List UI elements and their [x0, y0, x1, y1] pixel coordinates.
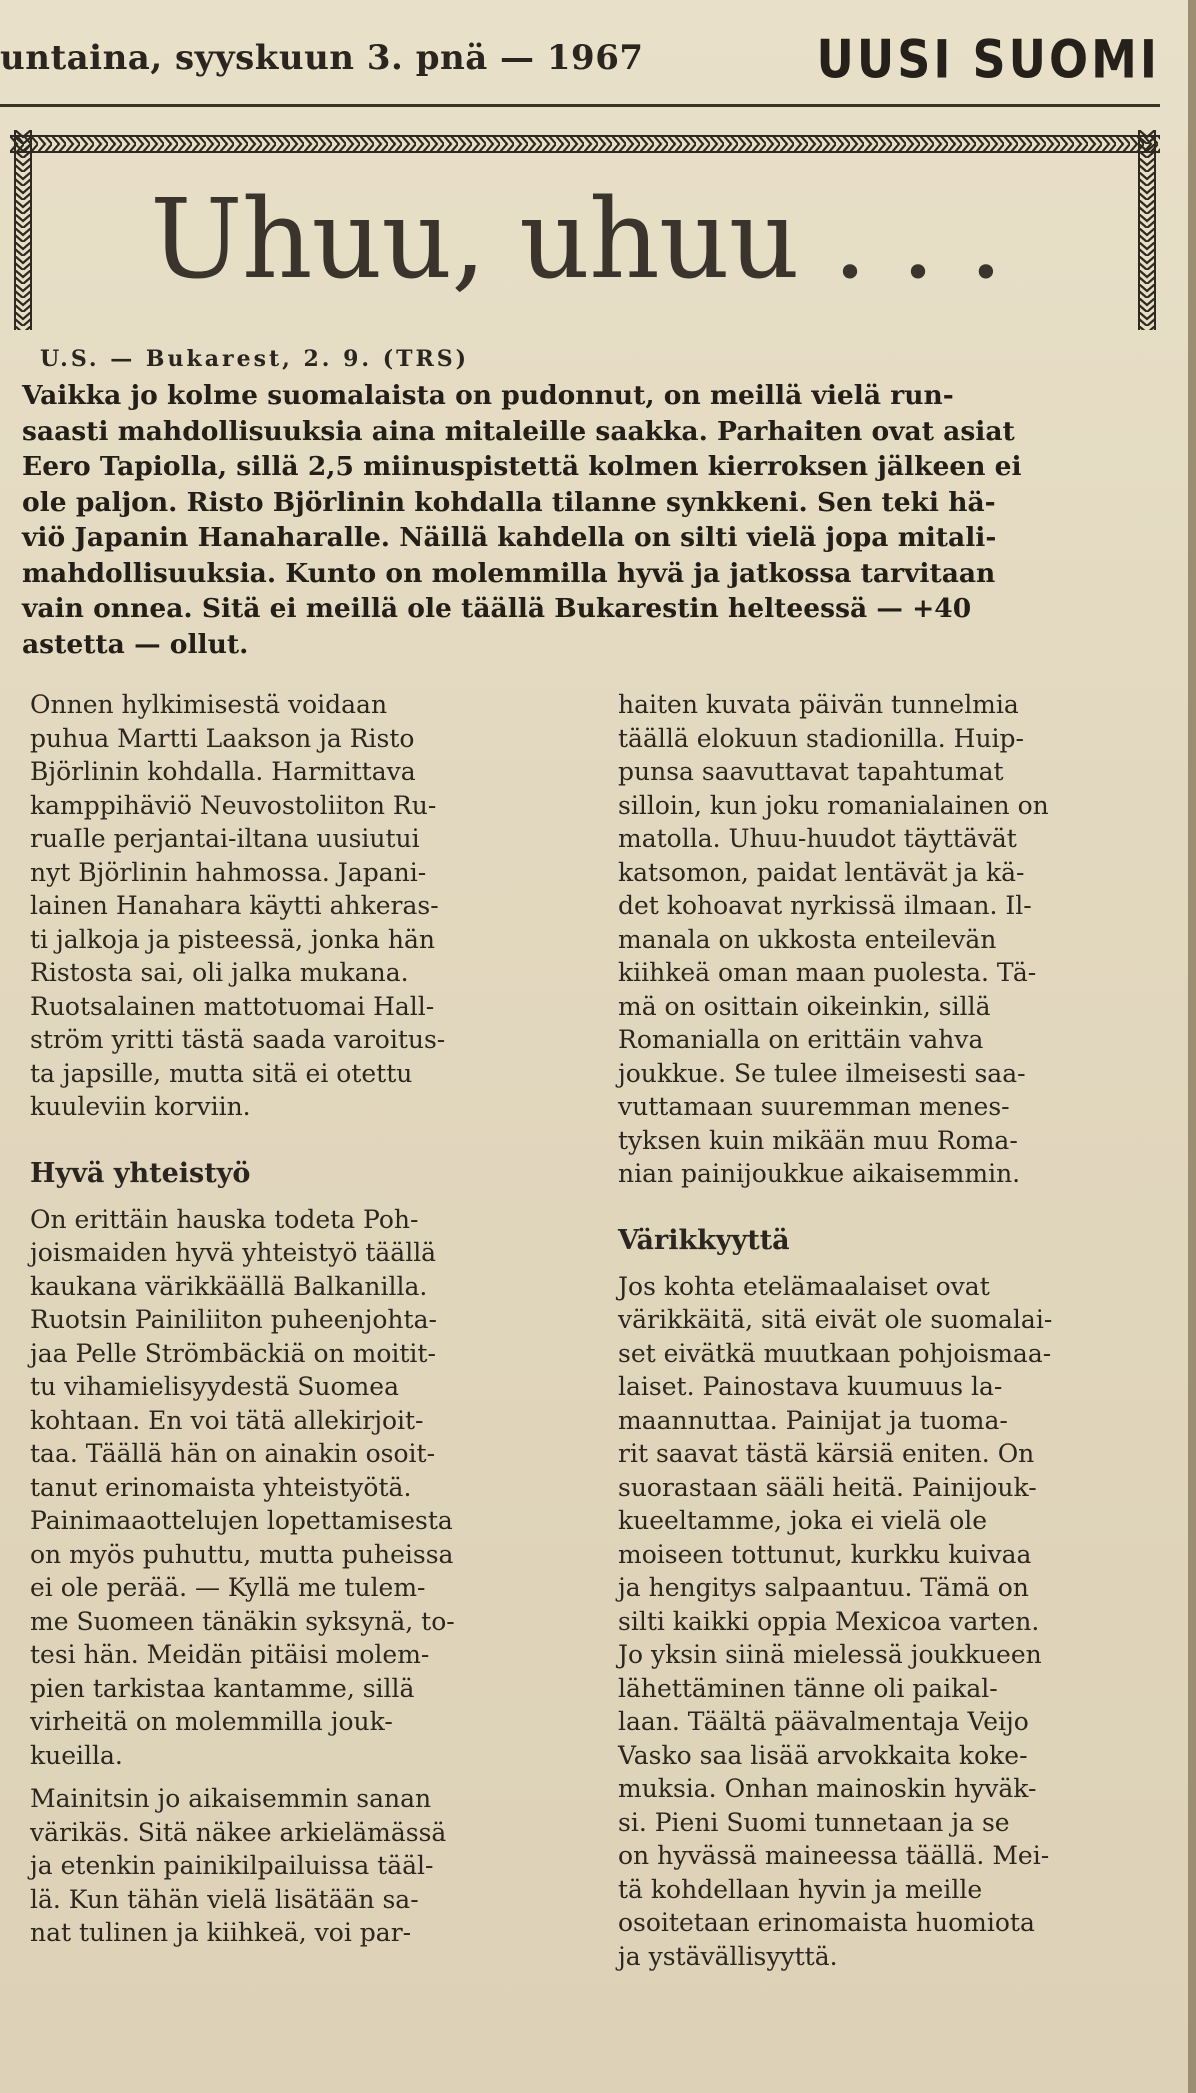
body-text-line: tyksen kuin mikään muu Roma- — [618, 1125, 1018, 1155]
spacer — [618, 1191, 1180, 1225]
subheading: Värikkyyttä — [618, 1224, 790, 1256]
body-text-line: täällä elokuun stadionilla. Huip- — [618, 723, 1025, 753]
body-text-line: taa. Täällä hän on ainakin osoit- — [30, 1439, 436, 1468]
body-text-line: ja hengitys salpaantuu. Tämä on — [618, 1573, 1029, 1602]
spacer — [30, 1189, 610, 1203]
clipping-edge — [1188, 0, 1196, 2093]
body-text-line: laan. Täältä päävalmentaja Veijo — [618, 1707, 1029, 1736]
body-text-line: puhua Martti Laakson ja Risto — [30, 723, 415, 753]
right-column — [618, 688, 1180, 1973]
dateline: untaina, syyskuun 3. pnä — 1967 — [0, 38, 644, 78]
body-text-line: kueilla. — [30, 1740, 123, 1770]
body-text-line: pien tarkistaa kantamme, sillä — [30, 1673, 415, 1703]
body-text-line: lainen Hanahara käytti ahkeras- — [30, 891, 439, 920]
body-text-line: Romanialla on erittäin vahva — [618, 1025, 984, 1054]
body-text-line: rit saavat tästä kärsiä eniten. On — [618, 1439, 1035, 1468]
lead-line: saasti mahdollisuuksia aina mitaleille saakka. Parhaiten ovat asiat — [22, 415, 1015, 447]
lead-line: viö Japanin Hanaharalle. Näillä kahdella on silti vielä jopa mitali- — [22, 522, 997, 553]
body-text-line: tanut erinomaista yhteistyötä. — [30, 1472, 412, 1502]
body-text-line: Onnen hylkimisestä voidaan — [30, 690, 388, 719]
body-text-line: Jos kohta etelämaalaiset ovat — [618, 1271, 990, 1301]
body-text-line: on myös puhuttu, mutta puheissa — [30, 1539, 454, 1569]
body-text-line: lä. Kun tähän vielä lisätään sa- — [30, 1884, 419, 1914]
body-text-line: Ruotsalainen mattotuomai Hall- — [30, 991, 435, 1021]
body-text-line: tesi hän. Meidän pitäisi molem- — [30, 1640, 430, 1669]
masthead-rule — [0, 104, 1160, 107]
body-text-line: ruaIle perjantai-iltana uusiutui — [30, 824, 420, 853]
body-text-line: maannuttaa. Painijat ja tuoma- — [618, 1405, 1008, 1435]
newspaper-name: UUSI SUOMI — [816, 28, 1160, 91]
body-text-line: si. Pieni Suomi tunnetaan ja se — [618, 1807, 1010, 1837]
body-text-line: mä on osittain oikeinkin, sillä — [618, 991, 991, 1021]
body-text-line: Björlinin kohdalla. Harmittava — [30, 757, 416, 786]
body-text-line: laiset. Painostava kuumuus la- — [618, 1372, 1003, 1401]
body-text-line: set eivätkä muutkaan pohjoismaa- — [618, 1338, 1052, 1368]
body-text-line: värikkäitä, sitä eivät ole suomalai- — [618, 1305, 1053, 1334]
body-text-line: punsa saavuttavat tapahtumat — [618, 757, 1004, 786]
body-text-line: Mainitsin jo aikaisemmin sanan — [30, 1784, 432, 1813]
byline: U.S. — Bukarest, 2. 9. (TRS) — [40, 346, 470, 372]
decorative-border-right — [1134, 130, 1160, 330]
body-text-line: muksia. Onhan mainoskin hyväk- — [618, 1774, 1037, 1803]
lead-line: vain onnea. Sitä ei meillä ole täällä Bukarestin helteessä — +40 — [22, 593, 972, 624]
body-text-line: ta japsille, mutta sitä ei otettu — [30, 1058, 413, 1088]
body-text-line: ja etenkin painikilpailuissa tääl- — [30, 1851, 434, 1880]
body-text-line: tä kohdellaan hyvin ja meille — [618, 1874, 983, 1904]
spacer — [618, 1256, 1180, 1270]
body-text-line: kuuleviin korviin. — [30, 1092, 251, 1121]
body-text-line: kaukana värikkäällä Balkanilla. — [30, 1271, 428, 1301]
body-text-line: ström yritti tästä saada varoitus- — [30, 1025, 446, 1054]
lead-line: Vaikka jo kolme suomalaista on pudonnut, on meillä vielä run- — [22, 380, 954, 411]
body-text-line: ja ystävällisyyttä. — [618, 1941, 838, 1971]
body-text-line: suorastaan sääli heitä. Painijouk- — [618, 1472, 1037, 1502]
body-text-line: joukkue. Se tulee ilmeisesti saa- — [618, 1058, 1026, 1088]
body-text-line: On erittäin hauska todeta Poh- — [30, 1204, 419, 1234]
body-text-line: manala on ukkosta enteilevän — [618, 924, 997, 954]
left-column — [30, 688, 610, 1950]
body-text-line: vuttamaan suuremman menes- — [618, 1092, 1010, 1121]
body-text-line: det kohoavat nyrkissä ilmaan. Il- — [618, 891, 1032, 920]
headline-box — [10, 130, 1160, 330]
body-text-line: tu vihamielisyydestä Suomea — [30, 1372, 399, 1401]
body-text-line: moiseen tottunut, kurkku kuivaa — [618, 1539, 1032, 1569]
lead-line: Eero Tapiolla, sillä 2,5 miinuspistettä kolmen kierroksen jälkeen ei — [22, 451, 1022, 482]
body-text-line: lähettäminen tänne oli paikal- — [618, 1673, 998, 1703]
decorative-border-left — [10, 130, 36, 330]
body-text-line: me Suomeen tänäkin syksynä, to- — [30, 1606, 455, 1636]
body-text-line: matolla. Uhuu-huudot täyttävät — [618, 824, 1017, 853]
decorative-border-top — [10, 130, 1160, 158]
masthead — [0, 28, 1160, 98]
body-text-line: nat tulinen ja kiihkeä, voi par- — [30, 1918, 412, 1947]
body-text-line: värikäs. Sitä näkee arkielämässä — [30, 1817, 447, 1847]
body-text-line: Jo yksin siinä mielessä joukkueen — [618, 1640, 1042, 1669]
spacer — [30, 1772, 610, 1782]
body-text-line: ei ole perää. — Kyllä me tulem- — [30, 1573, 426, 1602]
body-text-line: Painimaaottelujen lopettamisesta — [30, 1506, 453, 1535]
body-text-line: kueeltamme, joka ei vielä ole — [618, 1506, 988, 1535]
subheading: Hyvä yhteistyö — [30, 1157, 251, 1189]
lead-line: mahdollisuuksia. Kunto on molemmilla hyvä ja jatkossa tarvitaan — [22, 557, 996, 589]
body-text-line: silti kaikki oppia Mexicoa varten. — [618, 1606, 1040, 1636]
body-text-line: nian painijoukkue aikaisemmin. — [618, 1159, 1021, 1188]
lead-paragraph — [22, 378, 1152, 662]
body-text-line: silloin, kun joku romanialainen on — [618, 790, 1049, 820]
body-text-line: nyt Björlinin hahmossa. Japani- — [30, 857, 427, 887]
spacer — [30, 1124, 610, 1158]
body-text-line: on hyvässä maineessa täällä. Mei- — [618, 1841, 1050, 1870]
body-text-line: katsomon, paidat lentävät ja kä- — [618, 857, 1025, 887]
body-text-line: osoitetaan erinomaista huomiota — [618, 1908, 1035, 1937]
body-text-line: Ruotsin Painiliiton puheenjohta- — [30, 1305, 437, 1334]
body-text-line: kiihkeä oman maan puolesta. Tä- — [618, 958, 1037, 987]
body-text-line: joismaiden hyvä yhteistyö täällä — [30, 1238, 437, 1267]
body-text-line: virheitä on molemmilla jouk- — [30, 1707, 393, 1736]
body-text-line: ti jalkoja ja pisteessä, jonka hän — [30, 924, 435, 954]
lead-line: astetta — ollut. — [22, 628, 249, 660]
body-text-line: kamppihäviö Neuvostoliiton Ru- — [30, 790, 437, 820]
body-text-line: Ristosta sai, oli jalka mukana. — [30, 958, 409, 987]
headline: Uhuu, uhuu . . . — [150, 175, 1003, 303]
body-text-line: jaa Pelle Strömbäckiä on moitit- — [30, 1338, 436, 1368]
body-text-line: kohtaan. En voi tätä allekirjoit- — [30, 1405, 424, 1435]
body-text-line: haiten kuvata päivän tunnelmia — [618, 690, 1019, 719]
body-text-line: Vasko saa lisää arvokkaita koke- — [618, 1740, 1028, 1770]
lead-line: ole paljon. Risto Björlinin kohdalla tilanne synkkeni. Sen teki hä- — [22, 486, 996, 518]
